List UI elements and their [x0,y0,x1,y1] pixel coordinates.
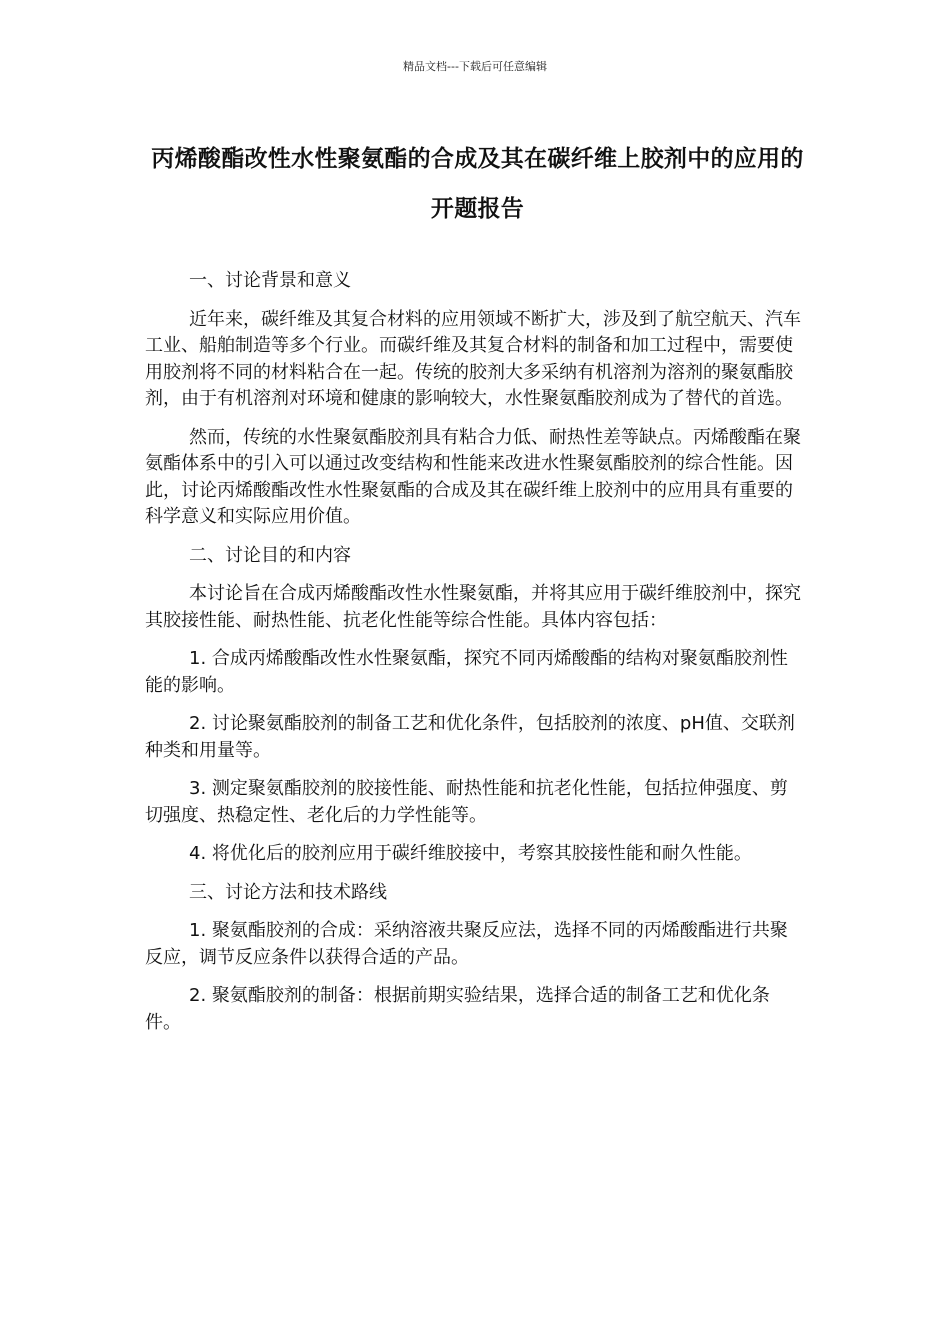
list-item: 2. 聚氨酯胶剂的制备：根据前期实验结果，选择合适的制备工艺和优化条件。 [145,985,770,1033]
paragraph: 本讨论旨在合成丙烯酸酯改性水性聚氨酯，并将其应用于碳纤维胶剂中，探究其胶接性能、耐热性能、抗老化性能等综合性能。具体内容包括： [145,583,801,631]
list-item: 4. 将优化后的胶剂应用于碳纤维胶接中，考察其胶接性能和耐久性能。 [189,843,752,864]
list-item: 2. 讨论聚氨酯胶剂的制备工艺和优化条件，包括胶剂的浓度、pH值、交联剂种类和用量等。 [145,713,795,761]
section-heading-objectives: 二、讨论目的和内容 [189,544,351,566]
section-heading-methods: 三、讨论方法和技术路线 [189,881,387,903]
page-header-note: 精品文档---下载后可任意编辑 [403,60,547,73]
document-title: 丙烯酸酯改性水性聚氨酯的合成及其在碳纤维上胶剂中的应用的开题报告 [151,146,804,222]
list-item: 1. 聚氨酯胶剂的合成：采纳溶液共聚反应法，选择不同的丙烯酸酯进行共聚反应，调节反应条件以获得合适的产品。 [145,920,788,968]
list-item: 3. 测定聚氨酯胶剂的胶接性能、耐热性能和抗老化性能，包括拉伸强度、剪切强度、热稳定性、老化后的力学性能等。 [145,778,788,826]
document-body [145,268,805,1048]
paragraph: 近年来，碳纤维及其复合材料的应用领域不断扩大，涉及到了航空航天、汽车工业、船舶制造等多个行业。而碳纤维及其复合材料的制备和加工过程中，需要使用胶剂将不同的材料粘合在一起。传统的胶剂大多采纳有机溶剂为溶剂的聚氨酯胶剂，由于有机溶剂对环境和健康的影响较大，水性聚氨酯胶剂成为了替代的首选。 [145,308,801,409]
section-heading-background: 一、讨论背景和意义 [189,270,351,291]
list-item: 1. 合成丙烯酸酯改性水性聚氨酯，探究不同丙烯酸酯的结构对聚氨酯胶剂性能的影响。 [145,648,788,696]
paragraph: 然而，传统的水性聚氨酯胶剂具有粘合力低、耐热性差等缺点。丙烯酸酯在聚氨酯体系中的引入可以通过改变结构和性能来改进水性聚氨酯胶剂的综合性能。因此，讨论丙烯酸酯改性水性聚氨酯的合成及其在碳纤维上胶剂中的应用具有重要的科学意义和实际应用价值。 [145,426,801,527]
